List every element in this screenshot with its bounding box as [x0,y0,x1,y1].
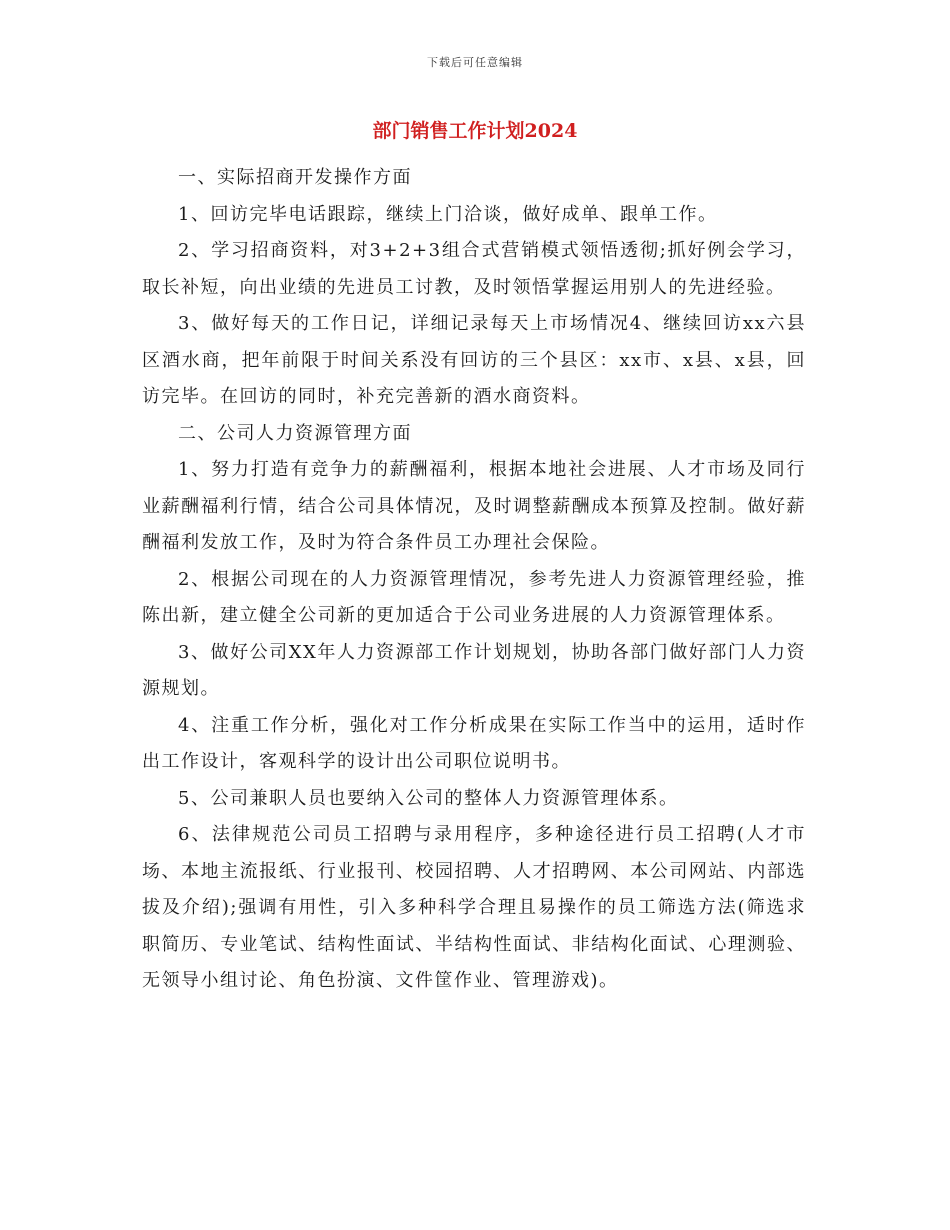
paragraph: 4、注重工作分析，强化对工作分析成果在实际工作当中的运用，适时作出工作设计，客观科学的设计出公司职位说明书。 [142,714,806,772]
paragraph: 2、根据公司现在的人力资源管理情况，参考先进人力资源管理经验，推陈出新，建立健全公司新的更加适合于公司业务进展的人力资源管理体系。 [142,568,806,626]
document-title: 部门销售工作计划2024 [372,120,578,142]
paragraph: 6、法律规范公司员工招聘与录用程序，多种途径进行员工招聘(人才市场、本地主流报纸、行业报刊、校园招聘、人才招聘网、本公司网站、内部选拔及介绍);强调有用性，引入多种科学合理且易操作的员工筛选方法(筛选求职简历、专业笔试、结构性面试、半结构性面试、非结构化面试、心理测验、无领导小组讨论、角色扮演、文件筐作业、管理游戏)。 [142,824,806,991]
paragraph: 2、学习招商资料，对3+2+3组合式营销模式领悟透彻;抓好例会学习，取长补短，向出业绩的先进员工讨教，及时领悟掌握运用别人的先进经验。 [142,240,806,298]
section-heading-2: 二、公司人力资源管理方面 [178,422,412,444]
paragraph: 3、做好公司XX年人力资源部工作计划规划，协助各部门做好部门人力资源规划。 [142,641,806,699]
paragraph: 1、努力打造有竞争力的薪酬福利，根据本地社会进展、人才市场及同行业薪酬福利行情，结合公司具体情况，及时调整薪酬成本预算及控制。做好薪酬福利发放工作，及时为符合条件员工办理社会保险。 [142,459,806,553]
paragraph: 3、做好每天的工作日记，详细记录每天上市场情况4、继续回访xx六县区酒水商，把年前限于时间关系没有回访的三个县区：xx市、x县、x县，回访完毕。在回访的同时，补充完善新的酒水商资料。 [142,313,806,407]
document-body [142,160,806,1000]
page-header: 下载后可任意编辑 [427,56,523,69]
paragraph: 1、回访完毕电话跟踪，继续上门洽谈，做好成单、跟单工作。 [178,203,718,225]
section-heading-1: 一、实际招商开发操作方面 [178,167,412,188]
paragraph: 5、公司兼职人员也要纳入公司的整体人力资源管理体系。 [178,787,679,809]
